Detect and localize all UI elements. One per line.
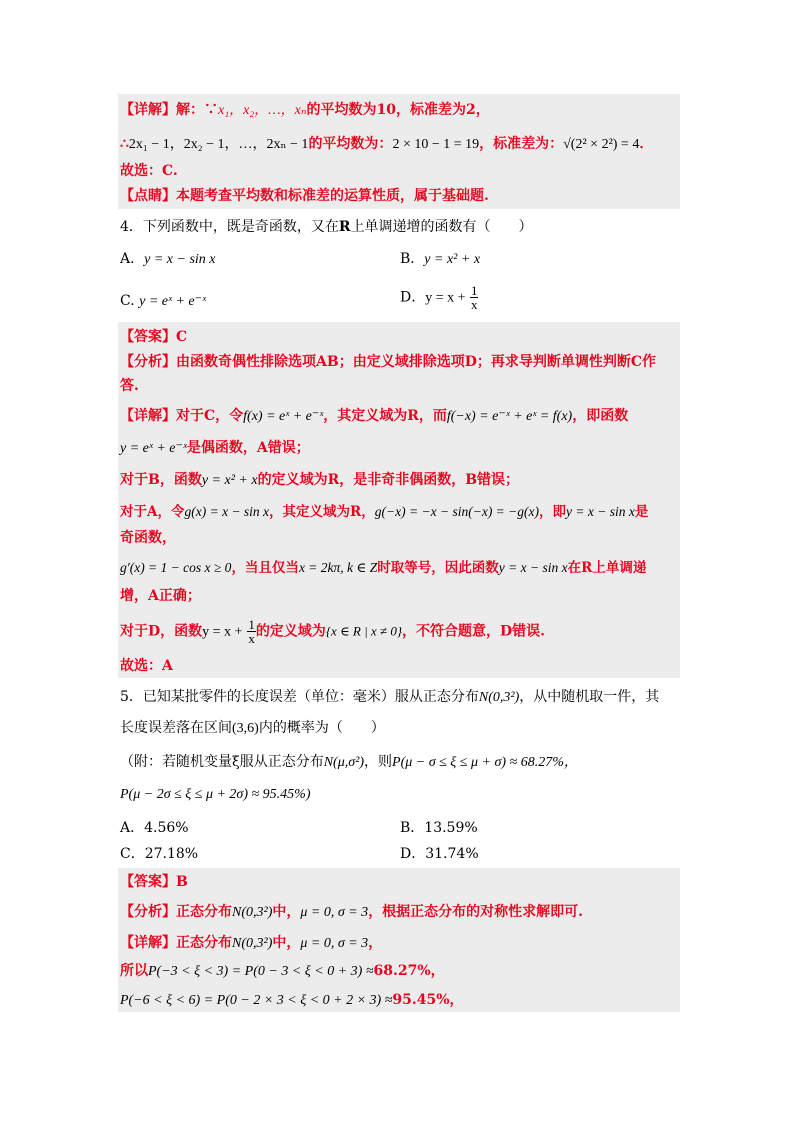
q5-stem-line-2: 长度误差落在区间(3,6)内的概率为（ ） [120, 720, 385, 736]
q4-choice-line: 故选：A [120, 658, 173, 674]
q4-option-b: B．y = x² + x [400, 251, 481, 267]
q4-detail-line-6: g′(x) = 1 − cos x ≥ 0，当且仅当x = 2kπ, k ∈ Z时取等号，因此函数y = x − sin x在R上单调递 [120, 560, 647, 576]
q5-stem-line-1: 5．已知某批零件的长度误差（单位：毫米）服从正态分布N(0,3²)，从中随机取一件，其 [120, 689, 660, 705]
q3-choice-line: 故选：C. [120, 163, 178, 179]
q4-analysis-line-1: 【分析】由函数奇偶性排除选项AB；由定义域排除选项D；再求导判断单调性判断C作 [120, 354, 656, 370]
q4-stem: 4．下列函数中，既是奇函数，又在R上单调递增的函数有（ ） [120, 219, 533, 235]
q4-detail-line-3: 对于B，函数y = x² + x的定义域为R，是非奇非偶函数，B错误； [120, 472, 520, 488]
q4-detail-line-4: 对于A，令g(x) = x − sin x，其定义域为R，g(−x) = −x − sin(−x) = −g(x)，即y = x − sin x是 [120, 504, 649, 520]
q4-option-d: D．y = x + $\frac{1}{x}$ [400, 283, 478, 312]
q5-detail-line-3: P(−6 < ξ < 6) = P(0 − 2 × 3 < ξ < 0 + 2 × 3) ≈95.45%， [120, 992, 464, 1008]
q4-option-a: A．y = x − sin x [120, 251, 216, 267]
q5-detail-line-1: 【详解】正态分布N(0,3²)中，μ = 0, σ = 3， [120, 935, 383, 951]
q5-analysis: 【分析】正态分布N(0,3²)中，μ = 0, σ = 3，根据正态分布的对称性求解即可. [120, 904, 584, 920]
q5-option-b: B．13.59% [400, 820, 478, 836]
fraction-1-over-x: $\frac{1}{x}$ [470, 283, 478, 312]
q3-detail-line-2: ∴2x₁ − 1，2x₂ − 1，…，2xₙ − 1的平均数为：2 × 10 − 1 = 19，标准差为：√(2² × 2²) = 4． [120, 136, 654, 152]
q5-option-d: D．31.74% [400, 846, 479, 862]
fraction-1-over-x: $\frac{1}{x}$ [248, 617, 255, 646]
q3-detail-line-1: 【详解】解：∵x₁，x₂，…，xₙ的平均数为10，标准差为2， [120, 102, 490, 118]
q5-stem-line-3: （附：若随机变量ξ服从正态分布N(μ,σ²)，则P(μ − σ ≤ ξ ≤ μ + σ) ≈ 68.27%， [120, 754, 578, 770]
q5-stem-line-4: P(μ − 2σ ≤ ξ ≤ μ + 2σ) ≈ 95.45%) [120, 787, 311, 802]
q5-detail-line-2: 所以P(−3 < ξ < 3) = P(0 − 3 < ξ < 0 + 3) ≈68.27%， [120, 963, 445, 979]
q5-answer: 【答案】B [120, 874, 188, 890]
q4-analysis-line-2: 答. [120, 378, 139, 394]
q4-detail-line-5: 奇函数， [120, 530, 176, 546]
q3-comment-line: 【点睛】本题考查平均数和标准差的运算性质，属于基础题. [120, 188, 489, 204]
q4-detail-line-8: 对于D，函数y = x + $\frac{1}{x}$ 的定义域为{x ∈ R | x ≠ 0}，不符合题意，D错误. [120, 617, 546, 646]
q4-detail-line-1: 【详解】对于C，令f(x) = eˣ + e⁻ˣ，其定义域为R，而f(−x) = e⁻ˣ + eˣ = f(x)，即函数 [120, 408, 629, 424]
q5-option-c: C．27.18% [120, 846, 199, 862]
q4-answer: 【答案】C [120, 329, 188, 345]
q4-option-c: C. y = eˣ + e⁻ˣ [120, 293, 206, 309]
q5-option-a: A．4.56% [120, 820, 189, 836]
q4-detail-line-2: y = eˣ + e⁻ˣ是偶函数，A错误； [120, 440, 310, 456]
q4-detail-line-7: 增，A正确； [120, 588, 201, 604]
